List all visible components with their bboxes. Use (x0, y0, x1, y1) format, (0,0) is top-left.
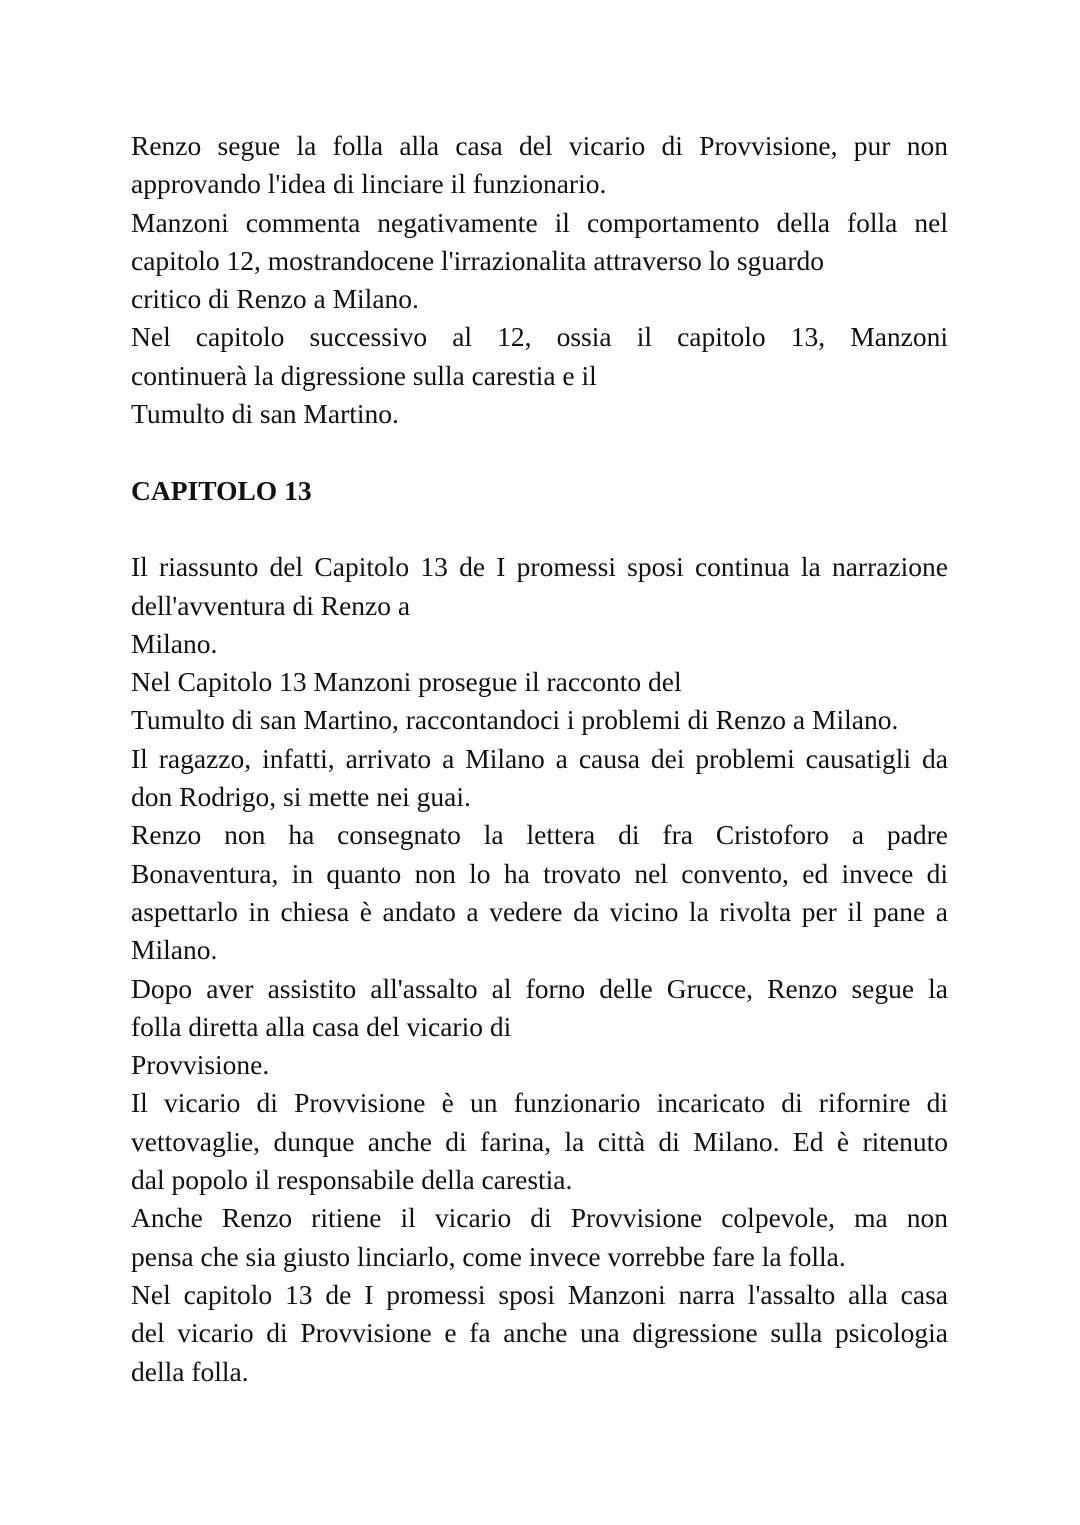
text-line: della folla. (131, 1355, 249, 1387)
spacer (131, 510, 948, 548)
text-line: dal popolo il responsabile della carestia. (131, 1164, 573, 1196)
text-line: Anche Renzo ritiene il vicario di Provvisione colpevole, ma non (131, 1202, 948, 1234)
text-line: dell'avventura di Renzo a (131, 589, 411, 621)
text-line: del vicario di Provvisione e fa anche una digressione sulla psicologia (131, 1317, 948, 1349)
spacer (131, 433, 948, 471)
text-line: approvando l'idea di linciare il funzionario. (131, 168, 607, 200)
text-line: pensa che sia giusto linciarlo, come invece vorrebbe fare la folla. (131, 1240, 846, 1272)
text-line: Bonaventura, in quanto non lo ha trovato nel convento, ed invece di (131, 857, 948, 889)
text-line: Tumulto di san Martino. (131, 398, 399, 430)
text-line: Milano. (131, 627, 218, 659)
text-line: Renzo non ha consegnato la lettera di fra Cristoforo a padre (131, 819, 948, 851)
paragraph-chapter-13 (131, 548, 948, 1391)
text-line: Provvisione. (131, 1049, 270, 1081)
text-line: critico di Renzo a Milano. (131, 283, 419, 315)
text-line: don Rodrigo, si mette nei guai. (131, 781, 471, 813)
text-line: Il vicario di Provvisione è un funzionario incaricato di rifornire di (131, 1087, 948, 1119)
text-line: folla diretta alla casa del vicario di (131, 1010, 512, 1042)
text-line: Manzoni commenta negativamente il comportamento della folla nel (131, 206, 948, 238)
text-line: Nel capitolo successivo al 12, ossia il capitolo 13, Manzoni (131, 321, 948, 353)
text-line: Dopo aver assistito all'assalto al forno delle Grucce, Renzo segue la (131, 972, 948, 1004)
text-line: vettovaglie, dunque anche di farina, la città di Milano. Ed è ritenuto (131, 1125, 948, 1157)
text-line: Il ragazzo, infatti, arrivato a Milano a causa dei problemi causatigli da (131, 742, 948, 774)
text-line: aspettarlo in chiesa è andato a vedere da vicino la rivolta per il pane a (131, 895, 948, 927)
text-line: Il riassunto del Capitolo 13 de I promessi sposi continua la narrazione (131, 551, 948, 583)
text-line: Tumulto di san Martino, raccontandoci i problemi di Renzo a Milano. (131, 704, 899, 736)
text-line: Renzo segue la folla alla casa del vicario di Provvisione, pur non (131, 130, 948, 161)
document-page (131, 127, 948, 1391)
text-line: continuerà la digressione sulla carestia e il (131, 359, 597, 391)
text-line: Nel capitolo 13 de I promessi sposi Manzoni narra l'assalto alla casa (131, 1278, 948, 1310)
text-line: Nel Capitolo 13 Manzoni prosegue il racconto del (131, 666, 682, 698)
paragraph-intro (131, 127, 948, 433)
chapter-heading: CAPITOLO 13 (131, 474, 312, 506)
text-line: capitolo 12, mostrandocene l'irrazionalita attraverso lo sguardo (131, 244, 824, 276)
text-line: Milano. (131, 934, 218, 966)
